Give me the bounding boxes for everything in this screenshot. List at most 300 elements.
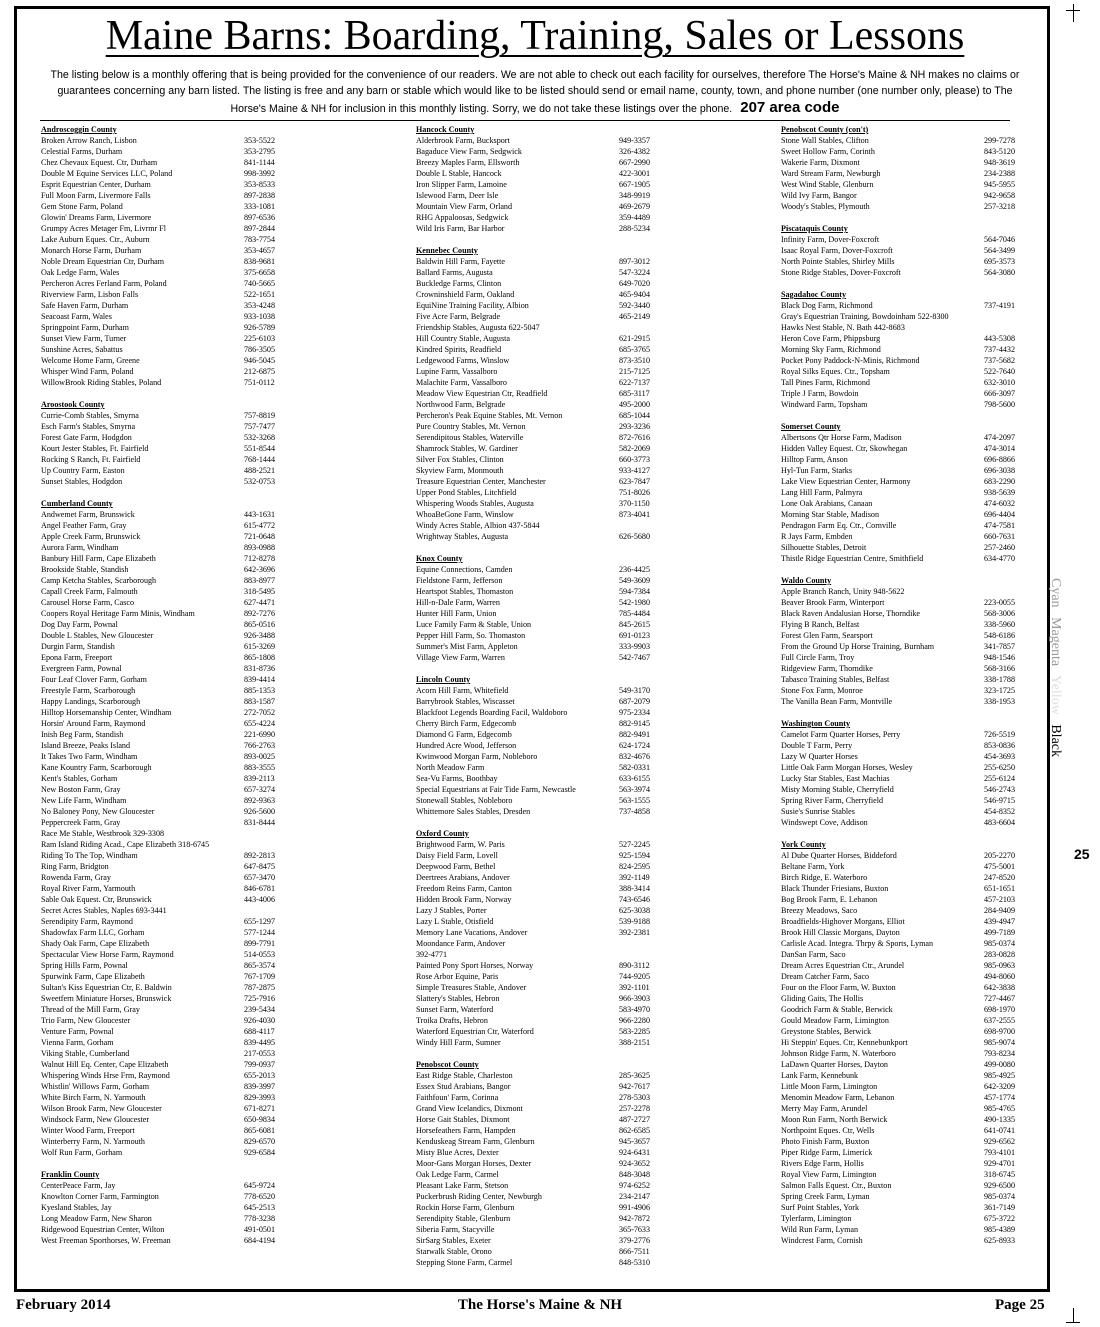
barn-listing <box>41 344 281 355</box>
barn-name: Al Dube Quarter Horses, Biddeford <box>781 851 897 860</box>
barn-name: Gem Stone Farm, Poland <box>41 202 123 211</box>
barn-name: Vienna Farm, Gorham <box>41 1038 114 1047</box>
barn-listing <box>41 366 281 377</box>
barn-phone: 698-9700 <box>984 1027 1016 1036</box>
barn-phone: 966-2280 <box>619 1016 651 1025</box>
barn-listing <box>41 245 281 256</box>
listing-column-2 <box>416 124 666 1268</box>
barn-name: Wolf Run Farm, Gorham <box>41 1148 123 1157</box>
barn-name: Morning Star Stable, Madison <box>781 510 880 519</box>
barn-phone: 848-5310 <box>619 1258 651 1267</box>
barn-listing <box>416 223 666 234</box>
barn-name: R Jays Farm, Embden <box>781 532 853 541</box>
barn-phone: 293-3236 <box>619 422 651 431</box>
barn-name: Wild Iris Farm, Bar Harbor <box>416 224 505 233</box>
barn-phone: 341-7857 <box>984 642 1016 651</box>
barn-listing <box>781 696 1021 707</box>
barn-phone: 318-5495 <box>244 587 276 596</box>
county-heading: Aroostook County <box>41 400 105 409</box>
barn-listing <box>41 322 281 333</box>
barn-listing <box>416 432 666 443</box>
barn-phone: 568-3006 <box>984 609 1016 618</box>
barn-name: Lazy J Stables, Porter <box>416 906 487 915</box>
barn-name: Full Circle Farm, Troy <box>781 653 855 662</box>
barn-phone: 926-4030 <box>244 1016 276 1025</box>
barn-name: Stone Ridge Stables, Dover-Foxcroft <box>781 268 901 277</box>
barn-listing <box>41 949 281 960</box>
barn-phone: 945-3657 <box>619 1137 651 1146</box>
barn-phone: 727-4467 <box>984 994 1016 1003</box>
barn-name: Siberia Farm, Stacyville <box>416 1225 495 1234</box>
barn-phone: 532-3268 <box>244 433 276 442</box>
barn-listing <box>781 388 1021 399</box>
barn-name: Sweet Hollow Farm, Corinth <box>781 147 875 156</box>
barn-phone: 499-0080 <box>984 1060 1016 1069</box>
barn-phone: 893-0988 <box>244 543 276 552</box>
barn-listing <box>41 905 281 916</box>
barn-name: Pepper Hill Farm, So. Thomaston <box>416 631 526 640</box>
barn-listing <box>416 949 666 960</box>
barn-listing <box>41 531 281 542</box>
barn-name: Hill Country Stable, Augusta <box>416 334 510 343</box>
barn-name: Beltane Farm, York <box>781 862 845 871</box>
barn-name: Sultan's Kiss Equestrian Ctr, E. Baldwin <box>41 983 172 992</box>
barn-phone: 655-1297 <box>244 917 276 926</box>
barn-listing <box>416 1257 666 1268</box>
barn-phone: 778-3238 <box>244 1214 276 1223</box>
barn-listing <box>41 619 281 630</box>
barn-listing <box>41 333 281 344</box>
barn-name: Four Leaf Clover Farm, Gorham <box>41 675 147 684</box>
barn-listing <box>416 344 666 355</box>
listing-column-3 <box>781 124 1021 1246</box>
barn-listing <box>416 1092 666 1103</box>
barn-name: Windcrest Farm, Cornish <box>781 1236 863 1245</box>
barn-listing <box>41 1103 281 1114</box>
barn-phone: 326-4382 <box>619 147 651 156</box>
barn-name: Photo Finish Farm, Buxton <box>781 1137 870 1146</box>
barn-listing <box>416 608 666 619</box>
barn-phone: 338-1953 <box>984 697 1016 706</box>
barn-listing <box>416 289 666 300</box>
barn-phone: 522-1651 <box>244 290 276 299</box>
barn-phone: 948-1546 <box>984 653 1016 662</box>
barn-listing <box>416 311 666 322</box>
barn-name: Broken Arrow Ranch, Lisbon <box>41 136 137 145</box>
barn-phone: 333-1081 <box>244 202 276 211</box>
barn-name: RHG Appaloosas, Sedgwick <box>416 213 509 222</box>
barn-listing <box>416 971 666 982</box>
barn-name: Northpoint Eques. Ctr, Wells <box>781 1126 875 1135</box>
barn-name: Sunset Farm, Waterford <box>416 1005 494 1014</box>
barn-listing <box>416 531 666 542</box>
barn-listing <box>41 1114 281 1125</box>
county-heading: Piscataquis County <box>781 224 848 233</box>
barn-name: Forest Glen Farm, Searsport <box>781 631 873 640</box>
barn-name: Deertrees Arabians, Andover <box>416 873 510 882</box>
barn-listing <box>781 531 1021 542</box>
barn-name: Five Acre Farm, Belgrade <box>416 312 501 321</box>
barn-phone: 945-5955 <box>984 180 1016 189</box>
barn-name: Knowlton Corner Farm, Farmington <box>41 1192 159 1201</box>
barn-phone: 866-7511 <box>619 1247 650 1256</box>
barn-name: Percheron's Peak Equine Stables, Mt. Vernon <box>416 411 563 420</box>
barn-listing <box>781 729 1021 740</box>
barn-name: Double T Farm, Perry <box>781 741 853 750</box>
barn-phone: 641-0741 <box>984 1126 1016 1135</box>
barn-listing <box>781 234 1021 245</box>
barn-name: Crowninshield Farm, Oakland <box>416 290 515 299</box>
barn-name: Celestial Farms, Durham <box>41 147 123 156</box>
barn-listing <box>781 784 1021 795</box>
barn-phone: 865-3574 <box>244 961 276 970</box>
barn-name: Durgin Farm, Standish <box>41 642 115 651</box>
color-label-black: Black <box>1048 724 1063 757</box>
listing-column-1 <box>41 124 281 1246</box>
barn-name: Albertsons Qtr Horse Farm, Madison <box>781 433 902 442</box>
barn-listing <box>41 421 281 432</box>
barn-listing <box>416 630 666 641</box>
barn-phone: 793-8234 <box>984 1049 1016 1058</box>
barn-listing <box>41 300 281 311</box>
barn-phone: 890-3112 <box>619 961 650 970</box>
barn-phone: 223-0055 <box>984 598 1016 607</box>
barn-name: Diamond G Farm, Edgecomb <box>416 730 512 739</box>
barn-listing <box>41 1092 281 1103</box>
barn-listing <box>41 938 281 949</box>
barn-phone: 247-8520 <box>984 873 1016 882</box>
barn-name: Esprit Equestrian Center, Durham <box>41 180 151 189</box>
barn-name: Peppercreek Farm, Gray <box>41 818 121 827</box>
barn-phone: 942-7872 <box>619 1214 651 1223</box>
county-heading: Kennebec County <box>416 246 478 255</box>
page-title: Maine Barns: Boarding, Training, Sales or Lessons <box>105 13 965 59</box>
barn-phone: 926-5789 <box>244 323 276 332</box>
barn-phone: 592-3440 <box>619 301 651 310</box>
barn-name: Brightwood Farm, W. Paris <box>416 840 505 849</box>
barn-name: Ward Stream Farm, Newburgh <box>781 169 881 178</box>
barn-listing <box>416 1004 666 1015</box>
barn-phone: 633-6155 <box>619 774 651 783</box>
barn-phone: 361-7149 <box>984 1203 1016 1212</box>
barn-listing <box>781 960 1021 971</box>
barn-listing <box>41 377 281 388</box>
barn-listing <box>416 861 666 872</box>
barn-listing <box>781 894 1021 905</box>
barn-phone: 615-3269 <box>244 642 276 651</box>
barn-name: Freestyle Farm, Scarborough <box>41 686 136 695</box>
barn-phone: 998-3992 <box>244 169 276 178</box>
barn-name: Andwemet Farm, Brunswick <box>41 510 135 519</box>
barn-phone: 655-2013 <box>244 1071 276 1080</box>
barn-listing <box>416 1246 666 1257</box>
barn-listing <box>781 366 1021 377</box>
barn-phone: 691-0123 <box>619 631 651 640</box>
barn-listing <box>781 1180 1021 1191</box>
barn-listing <box>781 1037 1021 1048</box>
barn-phone: 546-9715 <box>984 796 1016 805</box>
barn-name: Blackfoot Legends Boarding Facil, Waldoboro <box>416 708 568 717</box>
barn-phone: 666-3097 <box>984 389 1016 398</box>
barn-phone: 882-9145 <box>619 719 651 728</box>
barn-listing <box>41 168 281 179</box>
barn-listing <box>41 861 281 872</box>
barn-phone: 443-1631 <box>244 510 276 519</box>
barn-listing <box>781 1136 1021 1147</box>
barn-phone: 897-6536 <box>244 213 276 222</box>
barn-phone: 627-4471 <box>244 598 276 607</box>
barn-listing <box>416 773 666 784</box>
barn-phone: 299-7278 <box>984 136 1016 145</box>
barn-phone: 454-3693 <box>984 752 1016 761</box>
barn-listing <box>781 861 1021 872</box>
barn-name: Hill-n-Dale Farm, Warren <box>416 598 500 607</box>
barn-phone: 338-1788 <box>984 675 1016 684</box>
barn-listing <box>41 586 281 597</box>
barn-name: Safe Haven Farm, Durham <box>41 301 129 310</box>
barn-name: Venture Farm, Pownal <box>41 1027 114 1036</box>
barn-phone: 862-6585 <box>619 1126 651 1135</box>
barn-phone: 683-2290 <box>984 477 1016 486</box>
county-heading: Cumberland County <box>41 499 113 508</box>
barn-name: Ring Farm, Bridgton <box>41 862 109 871</box>
barn-listing <box>416 465 666 476</box>
barn-phone: 642-3696 <box>244 565 276 574</box>
barn-phone: 684-4194 <box>244 1236 276 1245</box>
barn-listing <box>41 443 281 454</box>
barn-phone: 255-6250 <box>984 763 1016 772</box>
barn-phone: 583-4970 <box>619 1005 651 1014</box>
barn-name: Moor-Gans Morgan Horses, Dexter <box>416 1159 532 1168</box>
barn-name: Slattery's Stables, Hebron <box>416 994 500 1003</box>
barn-phone: 443-5308 <box>984 334 1016 343</box>
barn-listing <box>416 1224 666 1235</box>
barn-name: Stone Fox Farm, Monroe <box>781 686 863 695</box>
barn-listing <box>781 674 1021 685</box>
barn-name: Race Me Stable, Westbrook 329-3308 <box>41 829 165 838</box>
barn-listing <box>781 982 1021 993</box>
barn-listing <box>781 146 1021 157</box>
barn-phone: 899-7791 <box>244 939 276 948</box>
barn-name: Hilltop Farm, Anson <box>781 455 848 464</box>
barn-phone: 539-9188 <box>619 917 651 926</box>
barn-listing <box>781 553 1021 564</box>
barn-name: Hundred Acre Wood, Jefferson <box>416 741 517 750</box>
barn-phone: 671-8271 <box>244 1104 276 1113</box>
barn-name: Painted Pony Sport Horses, Norway <box>416 961 534 970</box>
barn-name: Sea-Vu Farms, Boothbay <box>416 774 498 783</box>
barn-name: Goodrich Farm & Stable, Berwick <box>781 1005 893 1014</box>
county-heading: Lincoln County <box>416 675 471 684</box>
barn-listing <box>781 663 1021 674</box>
barn-phone: 234-2388 <box>984 169 1016 178</box>
barn-listing <box>416 399 666 410</box>
barn-phone: 626-5680 <box>619 532 651 541</box>
barn-listing <box>41 597 281 608</box>
barn-listing <box>416 443 666 454</box>
barn-name: Deepwood Farm, Bethel <box>416 862 496 871</box>
barn-name: Silver Fox Stables, Clinton <box>416 455 504 464</box>
barn-listing <box>41 355 281 366</box>
barn-name: Troika Drafts, Hebron <box>416 1016 488 1025</box>
barn-phone: 848-3048 <box>619 1170 651 1179</box>
barn-listing <box>41 1125 281 1136</box>
barn-phone: 824-2595 <box>619 862 651 871</box>
barn-name: Currie-Comb Stables, Smyrna <box>41 411 139 420</box>
barn-name: Surf Point Stables, York <box>781 1203 860 1212</box>
barn-listing <box>781 157 1021 168</box>
barn-name: Fieldstone Farm, Jefferson <box>416 576 503 585</box>
barn-listing <box>416 696 666 707</box>
barn-name: Coopers Royal Heritage Farm Minis, Windham <box>41 609 195 618</box>
barn-listing <box>41 707 281 718</box>
barn-name: Rose Arbor Equine, Paris <box>416 972 499 981</box>
barn-phone: 622-7137 <box>619 378 651 387</box>
barn-phone: 564-3080 <box>984 268 1016 277</box>
barn-phone: 284-9409 <box>984 906 1016 915</box>
barn-listing <box>41 894 281 905</box>
barn-phone: 392-2381 <box>619 928 651 937</box>
barn-listing <box>416 586 666 597</box>
barn-phone: 494-8060 <box>984 972 1016 981</box>
barn-phone: 831-8736 <box>244 664 276 673</box>
barn-phone: 873-4041 <box>619 510 651 519</box>
barn-phone: 465-2149 <box>619 312 651 321</box>
barn-phone: 621-2915 <box>619 334 651 343</box>
barn-name: Breezy Meadows, Saco <box>781 906 858 915</box>
barn-phone: 725-7916 <box>244 994 276 1003</box>
barn-name: Grumpy Acres Metager Fm, Livrmr Fl <box>41 224 166 233</box>
barn-name: Whittemore Sales Stables, Dresden <box>416 807 531 816</box>
barn-listing <box>41 960 281 971</box>
barn-name: Capall Creek Farm, Falmouth <box>41 587 138 596</box>
barn-name: West Wind Stable, Glenburn <box>781 180 874 189</box>
barn-name: Rivers Edge Farm, Hollis <box>781 1159 864 1168</box>
barn-listing <box>781 179 1021 190</box>
barn-phone: 422-3001 <box>619 169 651 178</box>
barn-name: Woody's Stables, Plymouth <box>781 202 870 211</box>
barn-name: Serendipitous Stables, Waterville <box>416 433 524 442</box>
barn-phone: 985-4925 <box>984 1071 1016 1080</box>
barn-name: Gliding Gaits, The Hollis <box>781 994 864 1003</box>
barn-phone: 236-4425 <box>619 565 651 574</box>
barn-listing <box>416 157 666 168</box>
barn-phone: 991-4906 <box>619 1203 651 1212</box>
crop-mark-bottom-vertical <box>1073 1308 1074 1322</box>
barn-listing <box>416 509 666 520</box>
barn-phone: 388-3414 <box>619 884 651 893</box>
barn-phone: 623-7847 <box>619 477 651 486</box>
barn-listing <box>781 1092 1021 1103</box>
barn-name: Brook Hill Classic Morgans, Dayton <box>781 928 900 937</box>
barn-name: Lang Hill Farm, Palmyra <box>781 488 863 497</box>
barn-listing <box>416 872 666 883</box>
barn-phone: 696-8866 <box>984 455 1016 464</box>
barn-phone: 353-8533 <box>244 180 276 189</box>
barn-name: Double L Stables, New Gloucester <box>41 631 154 640</box>
barn-name: SirSarg Stables, Exeter <box>416 1236 491 1245</box>
barn-name: Windy Acres Stable, Albion 437-5844 <box>416 521 540 530</box>
barn-name: Happy Landings, Scarborough <box>41 697 141 706</box>
barn-name: Puckerbrush Riding Center, Newburgh <box>416 1192 542 1201</box>
barn-listing <box>781 619 1021 630</box>
barn-name: Shamrock Stables, W. Gardiner <box>416 444 518 453</box>
barn-phone: 767-1709 <box>244 972 276 981</box>
barn-phone: 737-5682 <box>984 356 1016 365</box>
barn-phone: 375-6658 <box>244 268 276 277</box>
barn-listing <box>416 927 666 938</box>
barn-phone: 845-2615 <box>619 620 651 629</box>
barn-name: Double M Equine Services LLC, Poland <box>41 169 173 178</box>
barn-listing <box>416 355 666 366</box>
barn-listing <box>781 806 1021 817</box>
barn-listing <box>416 1191 666 1202</box>
barn-listing <box>41 630 281 641</box>
barn-name: Forest Gate Farm, Hodgdon <box>41 433 132 442</box>
barn-phone: 933-4127 <box>619 466 651 475</box>
barn-name: Esch Farm's Stables, Smyrna <box>41 422 136 431</box>
county-heading: Waldo County <box>781 576 832 585</box>
county-heading: Oxford County <box>416 829 469 838</box>
barn-listing <box>781 586 1021 597</box>
barn-phone: 948-3619 <box>984 158 1016 167</box>
barn-listing <box>41 311 281 322</box>
barn-phone: 892-7276 <box>244 609 276 618</box>
barn-listing <box>781 1202 1021 1213</box>
barn-phone: 737-4432 <box>984 345 1016 354</box>
barn-phone: 542-7467 <box>619 653 651 662</box>
barn-phone: 974-6252 <box>619 1181 651 1190</box>
barn-listing <box>781 751 1021 762</box>
barn-listing <box>41 795 281 806</box>
barn-name: 392-4771 <box>416 950 448 959</box>
barn-name: Lake View Equestrian Center, Harmony <box>781 477 911 486</box>
barn-phone: 757-7477 <box>244 422 276 431</box>
barn-name: Pendragon Farm Eq. Ctr., Cornville <box>781 521 897 530</box>
barn-name: Salmon Falls Equest. Ctr., Buxton <box>781 1181 892 1190</box>
barn-phone: 783-7754 <box>244 235 276 244</box>
barn-listing <box>781 168 1021 179</box>
barn-listing <box>416 938 666 949</box>
barn-listing <box>781 542 1021 553</box>
barn-listing <box>781 344 1021 355</box>
barn-listing <box>781 905 1021 916</box>
barn-listing <box>41 1213 281 1224</box>
barn-listing <box>41 971 281 982</box>
barn-listing <box>781 300 1021 311</box>
barn-listing <box>41 212 281 223</box>
barn-listing <box>781 1235 1021 1246</box>
area-code-note: 207 area code <box>740 98 840 116</box>
barn-name: Spring Creek Farm, Lyman <box>781 1192 870 1201</box>
barn-listing <box>781 311 1021 322</box>
barn-listing <box>416 685 666 696</box>
barn-name: Springpoint Farm, Durham <box>41 323 129 332</box>
barn-listing <box>41 1004 281 1015</box>
barn-name: Heartspot Stables, Thomaston <box>416 587 514 596</box>
barn-phone: 353-4657 <box>244 246 276 255</box>
barn-name: Moondance Farm, Andover <box>416 939 506 948</box>
barn-listing <box>781 399 1021 410</box>
barn-listing <box>416 718 666 729</box>
barn-listing <box>781 773 1021 784</box>
barn-phone: 675-3722 <box>984 1214 1016 1223</box>
barn-listing <box>416 256 666 267</box>
barn-phone: 883-3555 <box>244 763 276 772</box>
barn-listing <box>41 641 281 652</box>
color-registration-labels <box>1047 578 1063 778</box>
barn-phone: 657-3274 <box>244 785 276 794</box>
